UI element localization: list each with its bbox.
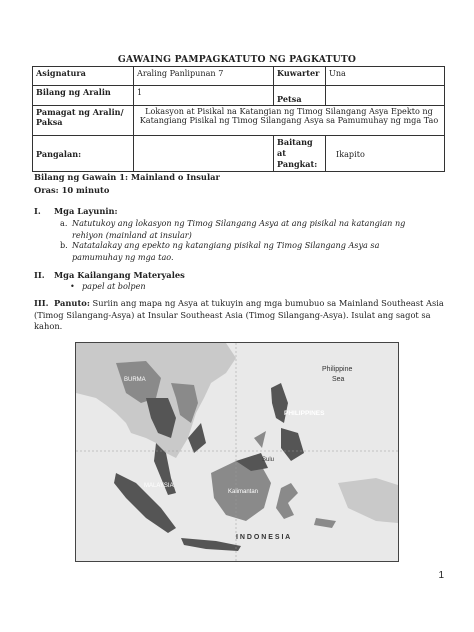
page-number: 1 <box>438 570 444 581</box>
asignatura-label: Asignatura <box>33 67 134 86</box>
map-graphic <box>76 343 398 561</box>
layunin-item <box>60 240 420 263</box>
bilang-value: 1 <box>134 86 274 106</box>
materyales-item <box>70 281 430 293</box>
kuwarter-value: Una <box>326 67 445 86</box>
pangalan-value <box>134 136 274 172</box>
map-label-burma: BURMA <box>124 377 146 383</box>
layunin-heading <box>34 206 118 216</box>
southeast-asia-map <box>75 342 399 562</box>
gawain-heading: Bilang ng Gawain 1: Mainland o Insular <box>34 172 220 182</box>
petsa-label: Petsa <box>274 86 326 106</box>
map-label-sulu: Sulu <box>262 457 275 463</box>
bullet-icon: • <box>70 281 75 291</box>
pamagat-label: Pamagat ng Aralin/ Paksa <box>33 106 134 136</box>
baitang-value: Ikapito <box>326 136 445 172</box>
bilang-label: Bilang ng Aralin <box>33 86 134 106</box>
layunin-item-text: Natutukoy ang lokasyon ng Timog Silangang Asya at ang pisikal na katangian ng rehiyon (mainland at insular) <box>72 218 406 240</box>
map-label-kalimantan: Kalimantan <box>228 489 259 495</box>
materyales-heading <box>34 270 185 280</box>
asignatura-value: Araling Panlipunan 7 <box>134 67 274 86</box>
panuto-text: Suriin ang mapa ng Asya at tukuyin ang mga bumubuo sa Mainland Southeast Asia (Timog Silangang-Asya) at Insular Southeast Asia (Timog Silangang-Asya). Isulat ang sagot sa kahon. <box>34 298 444 331</box>
layunin-label: Mga Layunin: <box>54 206 118 216</box>
panuto-block <box>34 298 444 333</box>
map-label-philippines: PHILIPPINES <box>284 410 325 417</box>
layunin-item-text: Natatalakay ang epekto ng katangiang pisikal ng Timog Silangang Asya sa pamumuhay ng mga tao. <box>72 240 380 262</box>
layunin-item-letter: b. <box>60 240 68 250</box>
kuwarter-label: Kuwarter <box>274 67 326 86</box>
map-label-indonesia: I N D O N E S I A <box>236 534 291 541</box>
map-label-sea: Sea <box>332 376 345 383</box>
pamagat-value: Lokasyon at Pisikal na Katangian ng Timog Silangang Asya Epekto ng Katangiang Pisikal ng Timog Silangang Asya sa Pamumuhay ng mga Tao <box>134 106 445 136</box>
petsa-value <box>326 86 445 106</box>
document-title: GAWAING PAMPAGKATUTO NG PAGKATUTO <box>117 54 357 65</box>
panuto-label: Panuto: <box>54 298 90 308</box>
materyales-number: II. <box>34 270 45 280</box>
map-label-philippine-sea: Philippine <box>322 366 353 373</box>
materyales-label: Mga Kailangang Materyales <box>54 270 185 280</box>
pangalan-label: Pangalan: <box>33 136 134 172</box>
oras-label: Oras: 10 minuto <box>34 185 110 195</box>
panuto-number: III. <box>34 298 49 308</box>
layunin-item <box>60 218 420 241</box>
info-table <box>32 66 445 172</box>
materyales-item-text: papel at bolpen <box>82 281 146 291</box>
baitang-label: Baitang at Pangkat: <box>274 136 326 172</box>
map-label-malaysia: MALAYSIA <box>144 483 174 489</box>
layunin-item-letter: a. <box>60 218 68 228</box>
layunin-number: I. <box>34 206 41 216</box>
